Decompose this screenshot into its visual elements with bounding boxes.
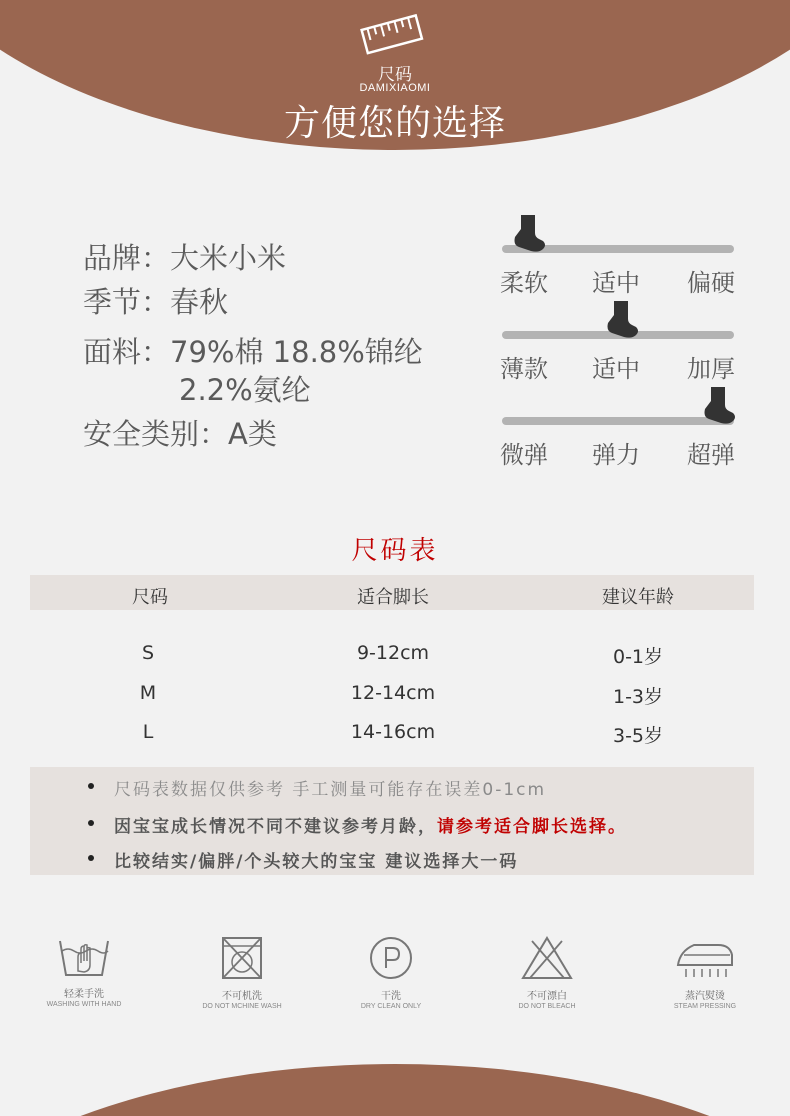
page-title: 方便您的选择 (283, 103, 506, 144)
bullet-dot (88, 855, 94, 861)
fabric-text-line2: 2.2%氨纶 (179, 373, 311, 407)
care-label-en: DO NOT BLEACH (518, 1003, 576, 1010)
age-cell: 3-5岁 (612, 725, 664, 747)
note-age-advice-main: 因宝宝成长情况不同不建议参考月龄， (114, 817, 437, 837)
care-label: 干洗 (381, 991, 401, 1002)
note-age-advice-highlight: 请参考适合脚长选择。 (437, 817, 627, 837)
bullet-dot (88, 783, 94, 789)
sock-icon (701, 385, 737, 425)
care-label: 不可漂白 (527, 991, 567, 1002)
size-table-header (30, 575, 754, 610)
note-measurement: 尺码表数据仅供参考 手工测量可能存在误差0-1cm (114, 780, 547, 800)
foot-length-cell: 9-12cm (356, 642, 430, 664)
sock-icon (511, 213, 547, 253)
dry-clean-icon (368, 935, 414, 981)
size-cell: S (141, 642, 155, 664)
column-header-foot-length: 适合脚长 (357, 587, 429, 608)
care-no-machine-wash (192, 935, 292, 1010)
size-cell: M (139, 682, 157, 704)
footer-arch (0, 1064, 790, 1116)
column-header-size: 尺码 (132, 587, 168, 608)
hand-wash-icon (56, 935, 112, 979)
care-label: 轻柔手洗 (64, 989, 104, 1000)
slider-label-mid: 适中 (592, 269, 640, 297)
slider-label-left: 微弹 (500, 441, 548, 469)
care-steam-iron (655, 935, 755, 1010)
care-label: 不可机洗 (222, 991, 262, 1002)
header-pinyin: DAMIXIAOMI (359, 82, 431, 94)
care-label-en: STEAM PRESSING (673, 1003, 737, 1010)
slider-label-right: 偏硬 (687, 269, 735, 297)
slider-label-left: 柔软 (500, 269, 548, 297)
no-bleach-icon (520, 935, 574, 981)
slider-label-mid: 弹力 (592, 441, 640, 469)
brand-text: 品牌：大米小米 (83, 241, 287, 275)
fabric-text: 面料：79%棉 18.8%锦纶 (83, 335, 423, 369)
note-size-up: 比较结实/偏胖/个头较大的宝宝 建议选择大一码 (114, 852, 519, 872)
size-cell: L (142, 721, 154, 743)
care-dry-clean (341, 935, 441, 1010)
foot-length-cell: 12-14cm (350, 682, 436, 704)
foot-length-cell: 14-16cm (350, 721, 436, 743)
slider-label-right: 加厚 (687, 355, 735, 383)
care-label-en: DRY CLEAN ONLY (360, 1003, 422, 1010)
sock-icon (604, 299, 640, 339)
note-age-advice (114, 812, 627, 837)
steam-iron-icon (674, 935, 736, 981)
care-hand-wash (34, 935, 134, 1008)
season-text: 季节：春秋 (83, 285, 229, 319)
slider-label-left: 薄款 (500, 355, 548, 383)
care-label: 蒸汽熨烫 (685, 991, 725, 1002)
slider-track (502, 417, 734, 425)
age-cell: 1-3岁 (612, 686, 664, 708)
age-cell: 0-1岁 (612, 646, 664, 668)
bullet-dot (88, 820, 94, 826)
size-notes (30, 767, 754, 875)
footer-band (0, 1050, 790, 1116)
care-label-en: DO NOT MCHINE WASH (202, 1003, 282, 1010)
care-no-bleach (497, 935, 597, 1010)
size-table-title: 尺码表 (351, 536, 439, 566)
column-header-age: 建议年龄 (602, 587, 674, 608)
header-subtitle: 尺码 (378, 65, 412, 85)
slider-label-mid: 适中 (592, 355, 640, 383)
slider-label-right: 超弹 (687, 441, 735, 469)
header-banner (0, 0, 790, 150)
care-label-en: WASHING WITH HAND (46, 1001, 122, 1008)
no-machine-wash-icon (220, 935, 264, 981)
safety-text: 安全类别：A类 (83, 417, 277, 451)
ruler-icon (358, 10, 428, 60)
